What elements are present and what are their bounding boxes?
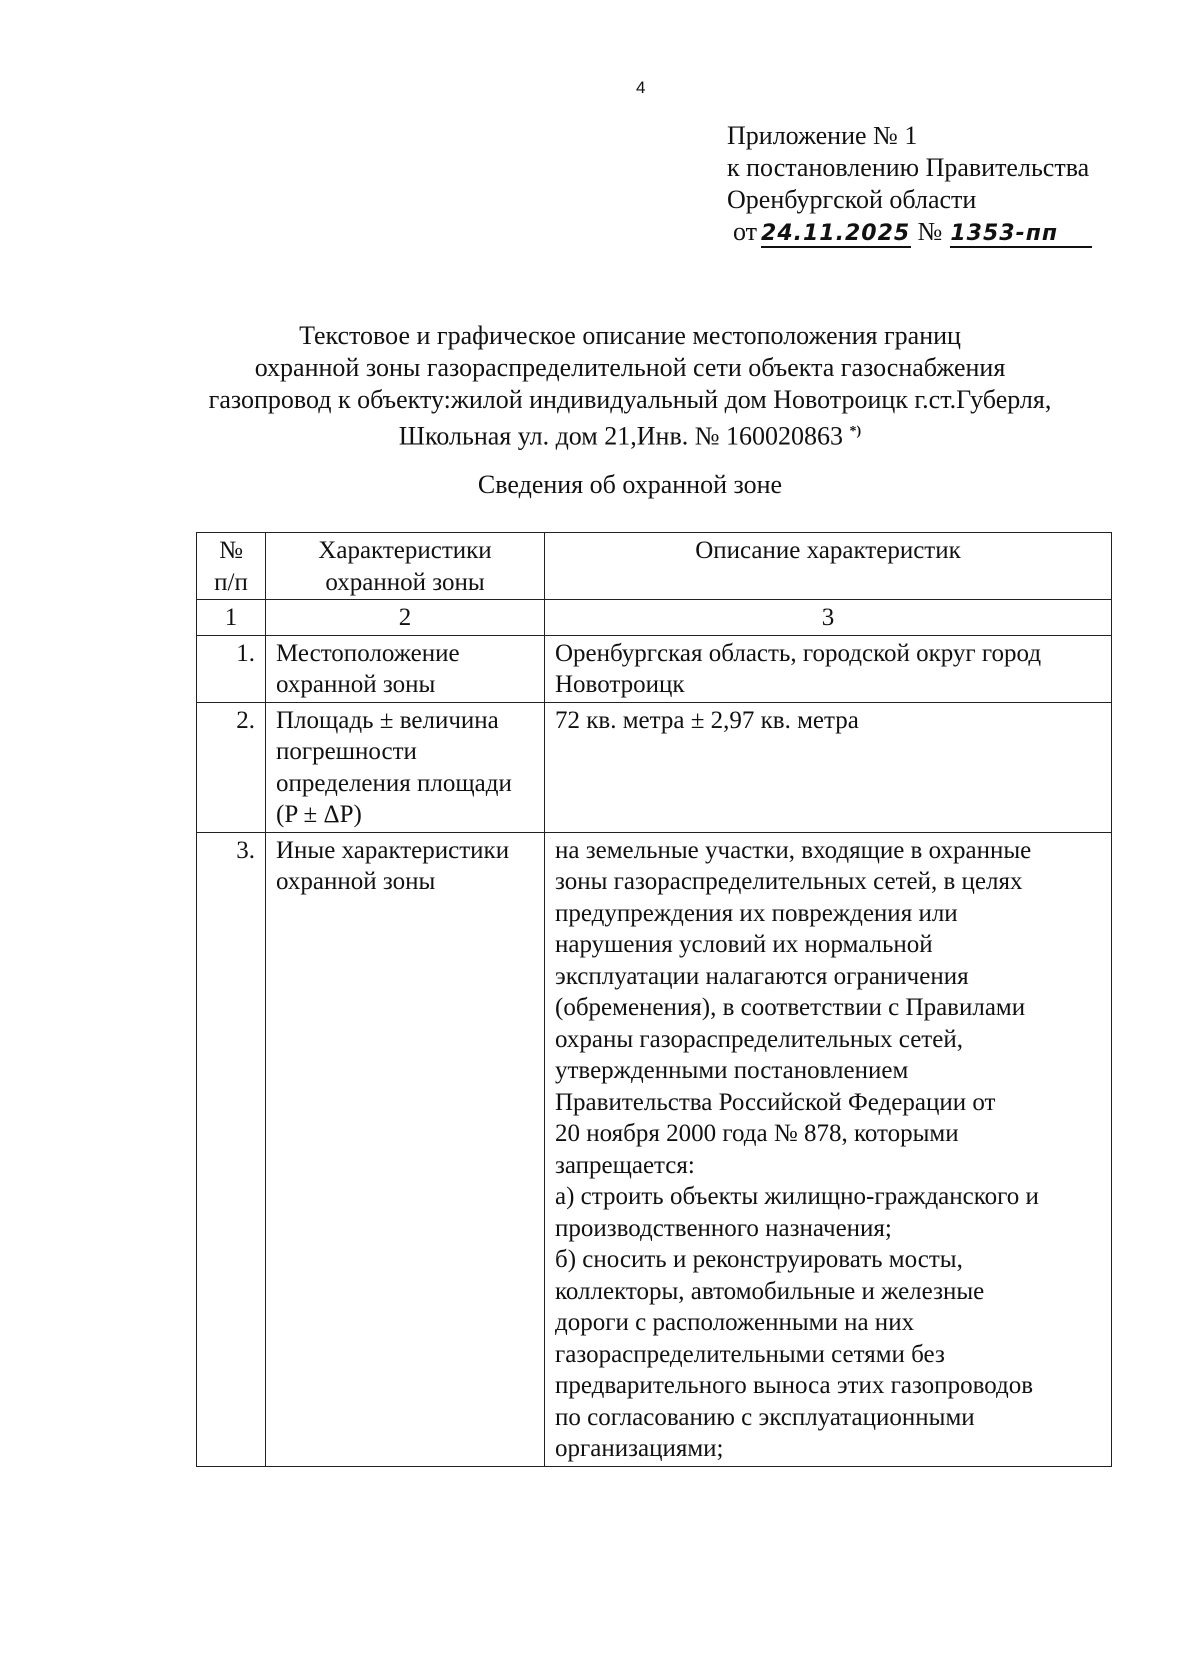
description-line: Правительства Российской Федерации от: [555, 1088, 996, 1116]
description-line: (обременения), в соответствии с Правилами: [555, 994, 1026, 1021]
column-number-1: 1: [197, 600, 266, 636]
header-description: Описание характеристик: [545, 533, 1112, 600]
row-number: 3.: [197, 832, 266, 1466]
appendix-block: [727, 120, 1092, 248]
description-line: на земельные участки, входящие в охранные: [555, 836, 1032, 864]
table-row: [197, 635, 1112, 702]
description-line: утвержденными постановлением: [555, 1057, 909, 1084]
footnote-mark: *): [849, 424, 862, 439]
description-line: запрещается:: [555, 1151, 695, 1179]
number-label: №: [917, 217, 943, 246]
description-line: а) строить объекты жилищно-гражданского и: [555, 1183, 1039, 1210]
appendix-resolution: к постановлению Правительства: [727, 153, 1090, 182]
description-line: производственного назначения;: [555, 1214, 892, 1242]
description-line: нарушения условий их нормальной: [555, 931, 933, 958]
row-number: 1.: [197, 635, 266, 702]
title-line-4: [150, 416, 1110, 453]
row-description: Оренбургская область, городской округ город Новотроицк: [545, 635, 1112, 702]
from-label: от: [733, 217, 758, 246]
appendix-date-number: [727, 216, 1092, 248]
handwritten-number: 1353-пп: [950, 222, 1092, 248]
row-characteristic: Иные характеристики охранной зоны: [266, 832, 545, 1466]
description-line: дороги с расположенными на них: [555, 1309, 915, 1336]
table-column-numbers-row: [197, 600, 1112, 636]
description-line: зоны газораспределительных сетей, в целях: [555, 868, 1023, 895]
description-line: коллекторы, автомобильные и железные: [555, 1277, 985, 1305]
title-line-4-text: Школьная ул. дом 21,Инв. № 160020863: [398, 421, 844, 451]
appendix-title: Приложение № 1: [727, 121, 918, 150]
table-row: [197, 702, 1112, 832]
title-line-3: газопровод к объекту:жилой индивидуальный дом Новотроицк г.ст.Губерля,: [208, 385, 1052, 414]
section-title: Сведения об охранной зоне: [477, 470, 783, 499]
row-description: 72 кв. метра ± 2,97 кв. метра: [545, 702, 1112, 832]
header-characteristic: Характеристики охранной зоны: [266, 533, 545, 600]
appendix-region: Оренбургской области: [727, 185, 977, 214]
description-line: организациями;: [555, 1435, 724, 1462]
description-line: предупреждения их повреждения или: [555, 899, 958, 927]
description-line: по согласованию с эксплуатационными: [555, 1403, 975, 1431]
title-line-2: охранной зоны газораспределительной сети объекта газоснабжения: [254, 353, 1006, 382]
row-characteristic: Площадь ± величина погрешности определения площади (P ± ΔP): [266, 702, 545, 832]
column-number-2: 2: [266, 600, 545, 636]
document-title: [150, 320, 1110, 453]
row-description-lines: [545, 832, 1112, 1466]
column-number-3: 3: [545, 600, 1112, 636]
protection-zone-table: [196, 532, 1112, 1467]
header-number: № п/п: [197, 533, 266, 600]
description-line: предварительного выноса этих газопроводов: [555, 1372, 1034, 1399]
description-line: б) сносить и реконструировать мосты,: [555, 1246, 963, 1273]
description-line: охраны газораспределительных сетей,: [555, 1025, 963, 1053]
handwritten-date: 24.11.2025: [761, 221, 911, 246]
description-line: газораспределительными сетями без: [555, 1340, 945, 1368]
title-line-1: Текстовое и графическое описание местоположения границ: [299, 321, 961, 350]
row-characteristic: Местоположение охранной зоны: [266, 635, 545, 702]
table-header-row: [197, 533, 1112, 600]
description-line: эксплуатации налагаются ограничения: [555, 962, 969, 990]
description-line: 20 ноября 2000 года № 878, которыми: [555, 1120, 959, 1147]
page-number: 4: [636, 78, 646, 97]
table-row: [197, 832, 1112, 1466]
row-number: 2.: [197, 702, 266, 832]
